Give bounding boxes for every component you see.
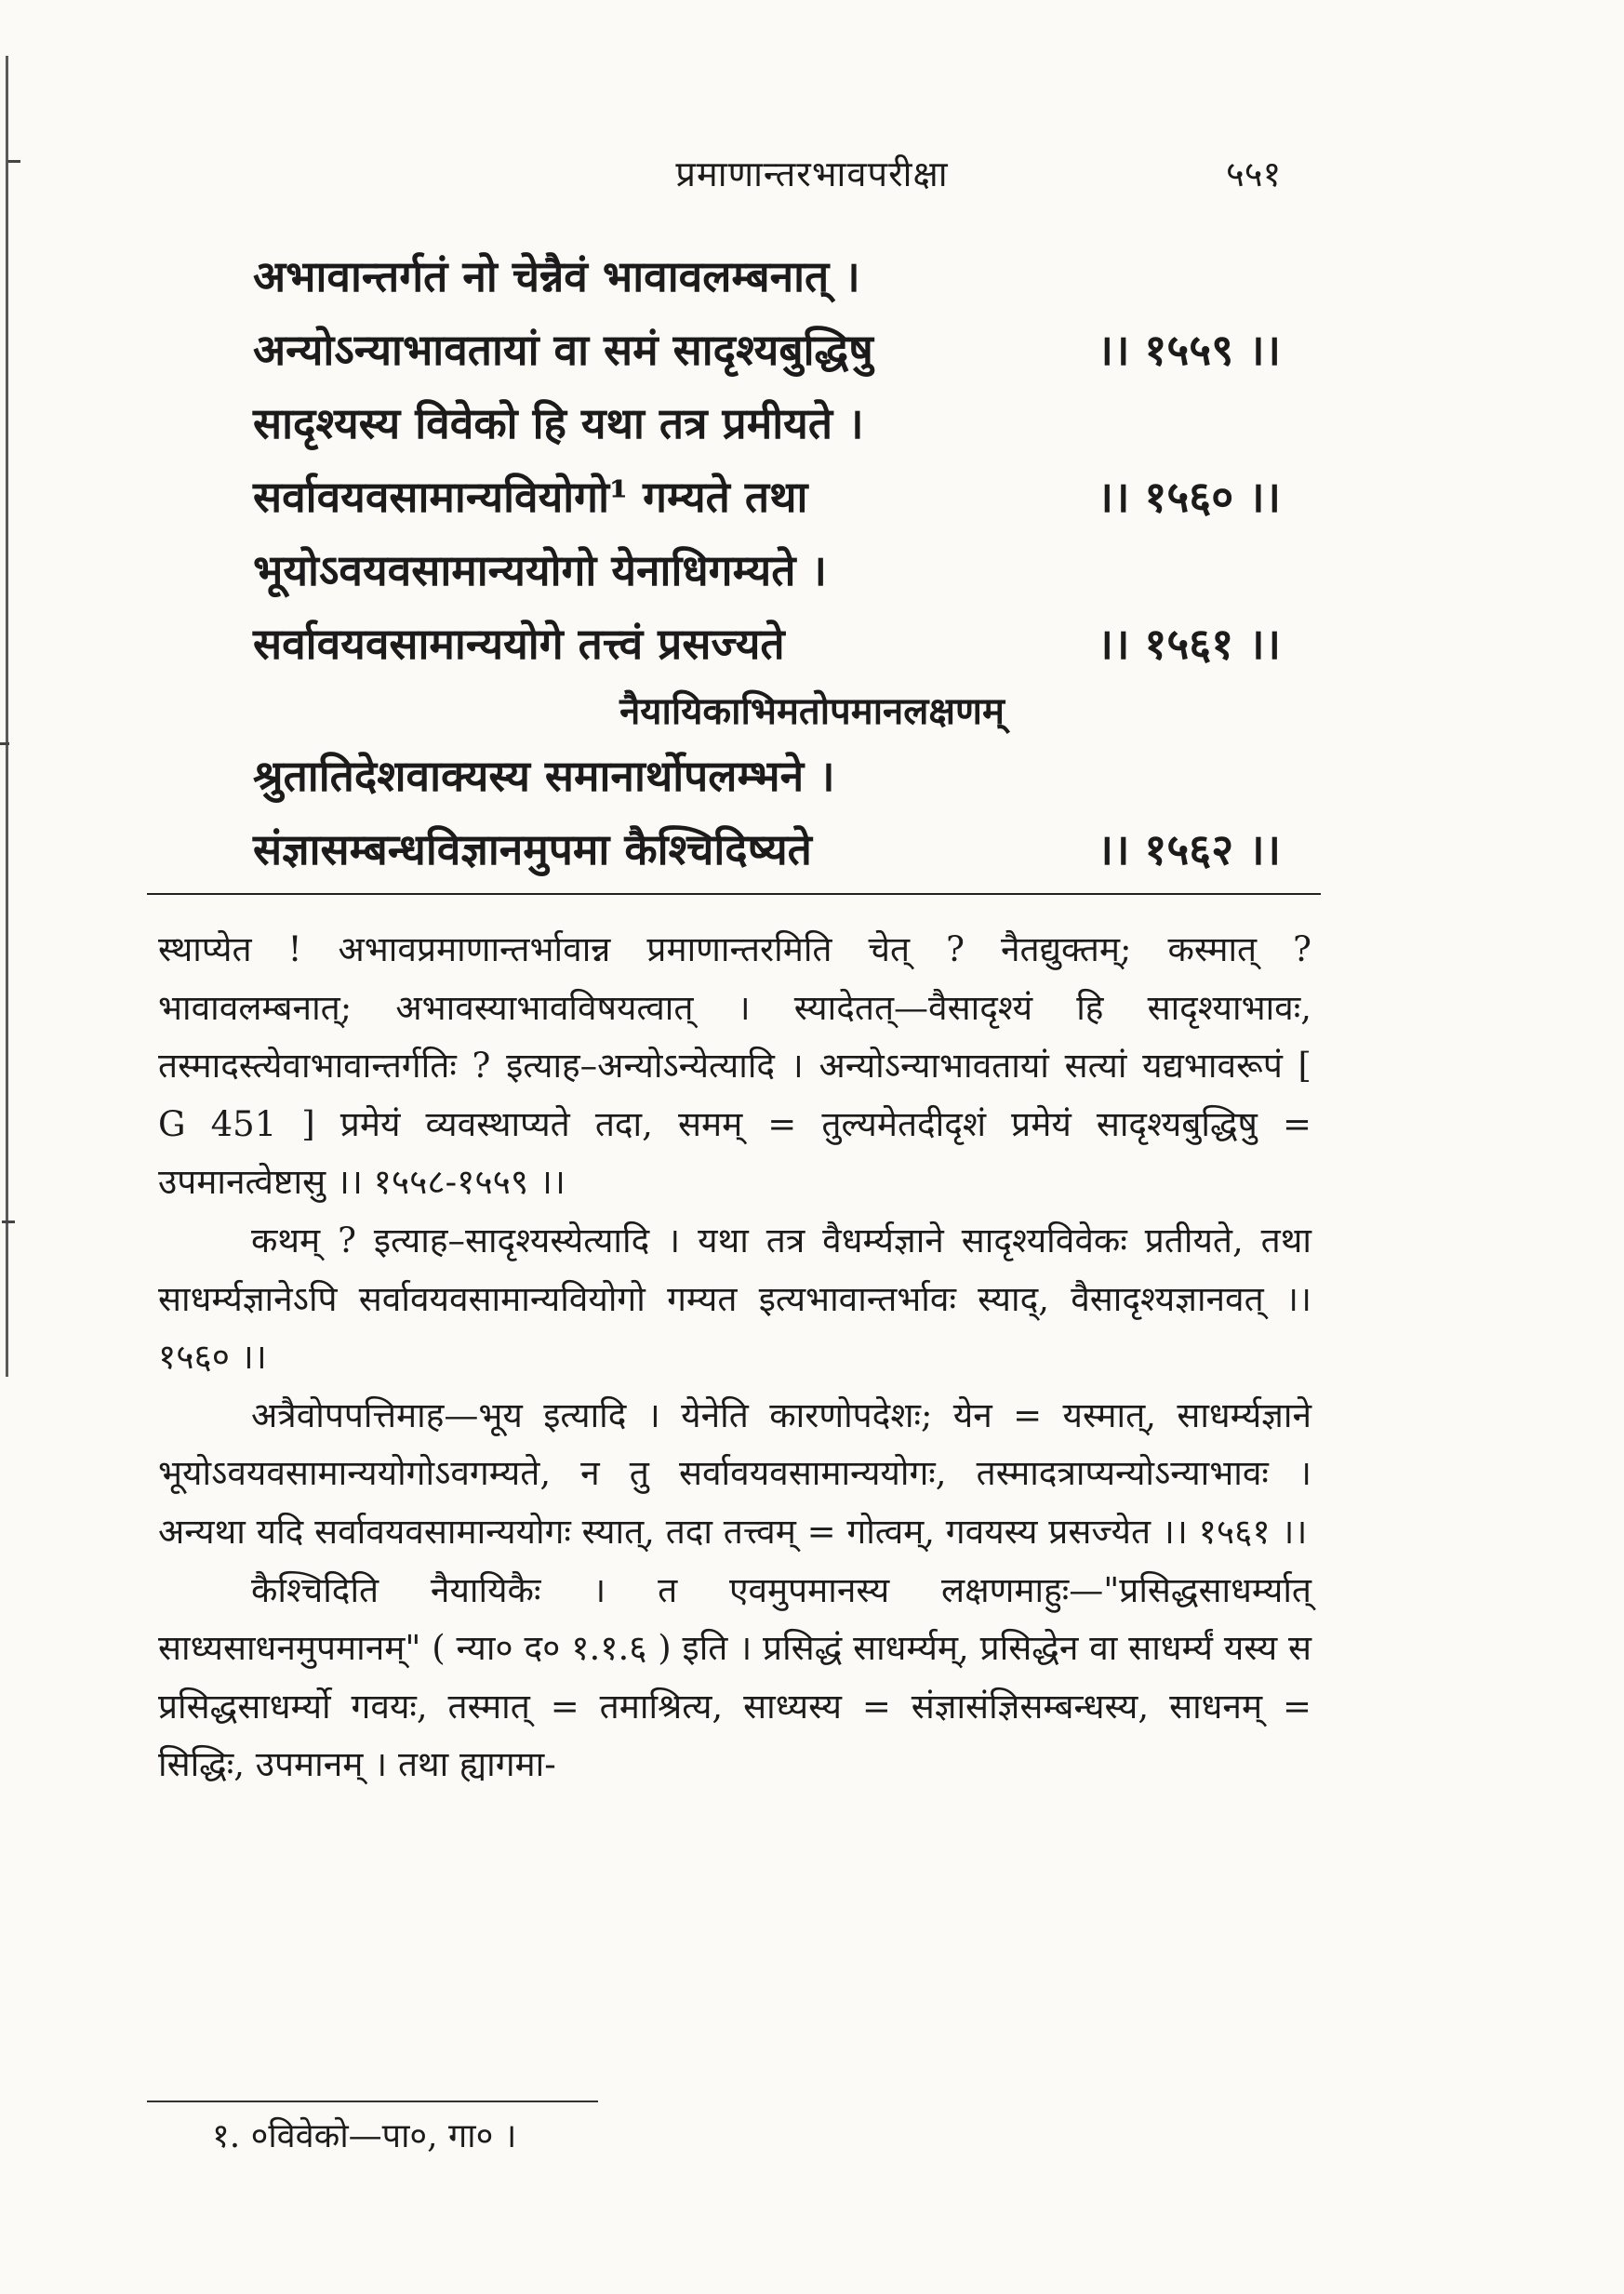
verse-number: ।। १५६१ ।। bbox=[1097, 619, 1281, 669]
verse-line bbox=[253, 740, 1281, 813]
verse-text: श्रुतातिदेशवाक्यस्य समानार्थोपलम्भने । bbox=[253, 751, 835, 801]
verse-line bbox=[253, 387, 1281, 460]
verse-line bbox=[253, 813, 1281, 887]
commentary-paragraph: कैश्चिदिति नैयायिकैः । त एवमुपमानस्य लक्षणमाहुः—"प्रसिद्धसाधर्म्यात् साध्यसाधनमुपमानम्" ( न्या० द० १.१.६ ) इति । प्रसिद्धं साधर्म्यम्, प्रसिद्धेन वा साधर्म्यं यस्य स प्रसिद्धसाधर्म्यो गवयः, तस्मात् = तमाश्रित्य, साध्यस्य = संज्ञासंज्ञिसम्बन्धस्य, साधनम् = सिद्धिः, उपमानम् । तथा ह्यागमा- bbox=[158, 1569, 1311, 1785]
verse-text: अभावान्तर्गतं नो चेन्नैवं भावावलम्बनात् । bbox=[253, 251, 860, 301]
verse-number: ।। १५५९ ।। bbox=[1097, 325, 1281, 375]
verse-line bbox=[253, 240, 1281, 313]
section-heading: नैयायिकाभिमतोपमानलक्षणम् bbox=[619, 689, 1005, 733]
verse-text: भूयोऽवयवसामान्ययोगो येनाधिगम्यते । bbox=[253, 545, 827, 595]
verse-text: अन्योऽन्याभावतायां वा समं सादृश्यबुद्धिषु bbox=[253, 325, 873, 375]
verse-block bbox=[253, 740, 1281, 887]
verse-block bbox=[253, 240, 1281, 681]
verse-text: सर्वावयवसामान्यवियोगो¹ गम्यते तथा bbox=[253, 472, 808, 522]
page-number: ५५१ bbox=[1226, 153, 1282, 194]
footnote: १. ०विवेको—पा०, गा० । bbox=[212, 2117, 517, 2155]
verse-text: सर्वावयवसामान्ययोगे तत्त्वं प्रसज्यते bbox=[253, 619, 785, 669]
binding-edge-tick bbox=[2, 1220, 15, 1223]
verse-number: ।। १५६० ।। bbox=[1097, 472, 1281, 522]
running-title: प्रमाणान्तरभावपरीक्षा bbox=[675, 153, 949, 194]
verse-line bbox=[253, 534, 1281, 607]
verse-line bbox=[253, 607, 1281, 681]
verse-number: ।। १५६२ ।। bbox=[1097, 824, 1281, 874]
verse-text: संज्ञासम्बन्धविज्ञानमुपमा कैश्चिदिष्यते bbox=[253, 824, 812, 874]
verse-line bbox=[253, 313, 1281, 387]
verse-text: सादृश्यस्य विवेको हि यथा तत्र प्रमीयते । bbox=[253, 398, 864, 448]
commentary-paragraph: कथम् ? इत्याह–सादृश्यस्येत्यादि । यथा तत्र वैधर्म्यज्ञाने सादृश्यविवेकः प्रतीयते, तथा साधर्म्यज्ञानेऽपि सर्वावयवसामान्यवियोगो गम्यत इत्यभावान्तर्भावः स्याद्, वैसादृश्यज्ञानवत् ।। १५६० ।। bbox=[158, 1220, 1311, 1378]
verse-line bbox=[253, 460, 1281, 534]
commentary-paragraph: स्थाप्येत ! अभावप्रमाणान्तर्भावान्न प्रमाणान्तरमिति चेत् ? नैतद्युक्तम्; कस्मात् ? भावावलम्बनात्; अभावस्याभावविषयत्वात् । स्यादेतत्—वैसादृश्यं हि सादृश्याभावः, तस्मादस्त्येवाभावान्तर्गतिः ? इत्याह–अन्योऽन्येत्यादि । अन्योऽन्याभावतायां सत्यां यद्यभावरूपं [ G 451 ] प्रमेयं व्यवस्थाप्यते तदा, समम् = तुल्यमेतदीदृशं प्रमेयं सादृश्यबुद्धिषु = उपमानत्वेष्टासु ।। १५५८-१५५९ ।। bbox=[158, 929, 1311, 1203]
commentary-paragraph: अत्रैवोपपत्तिमाह—भूय इत्यादि । येनेति कारणोपदेशः; येन = यस्मात्, साधर्म्यज्ञाने भूयोऽवयवसामान्ययोगोऽवगम्यते, न तु सर्वावयवसामान्ययोगः, तस्मादत्राप्यन्योऽन्याभावः । अन्यथा यदि सर्वावयवसामान्ययोगः स्यात्, तदा तत्त्वम् = गोत्वम्, गवयस्य प्रसज्येत ।। १५६१ ।। bbox=[158, 1394, 1311, 1552]
commentary bbox=[158, 921, 1311, 1794]
binding-edge-tick bbox=[0, 742, 9, 745]
footnote-divider bbox=[147, 2101, 598, 2102]
section-divider bbox=[147, 893, 1321, 895]
